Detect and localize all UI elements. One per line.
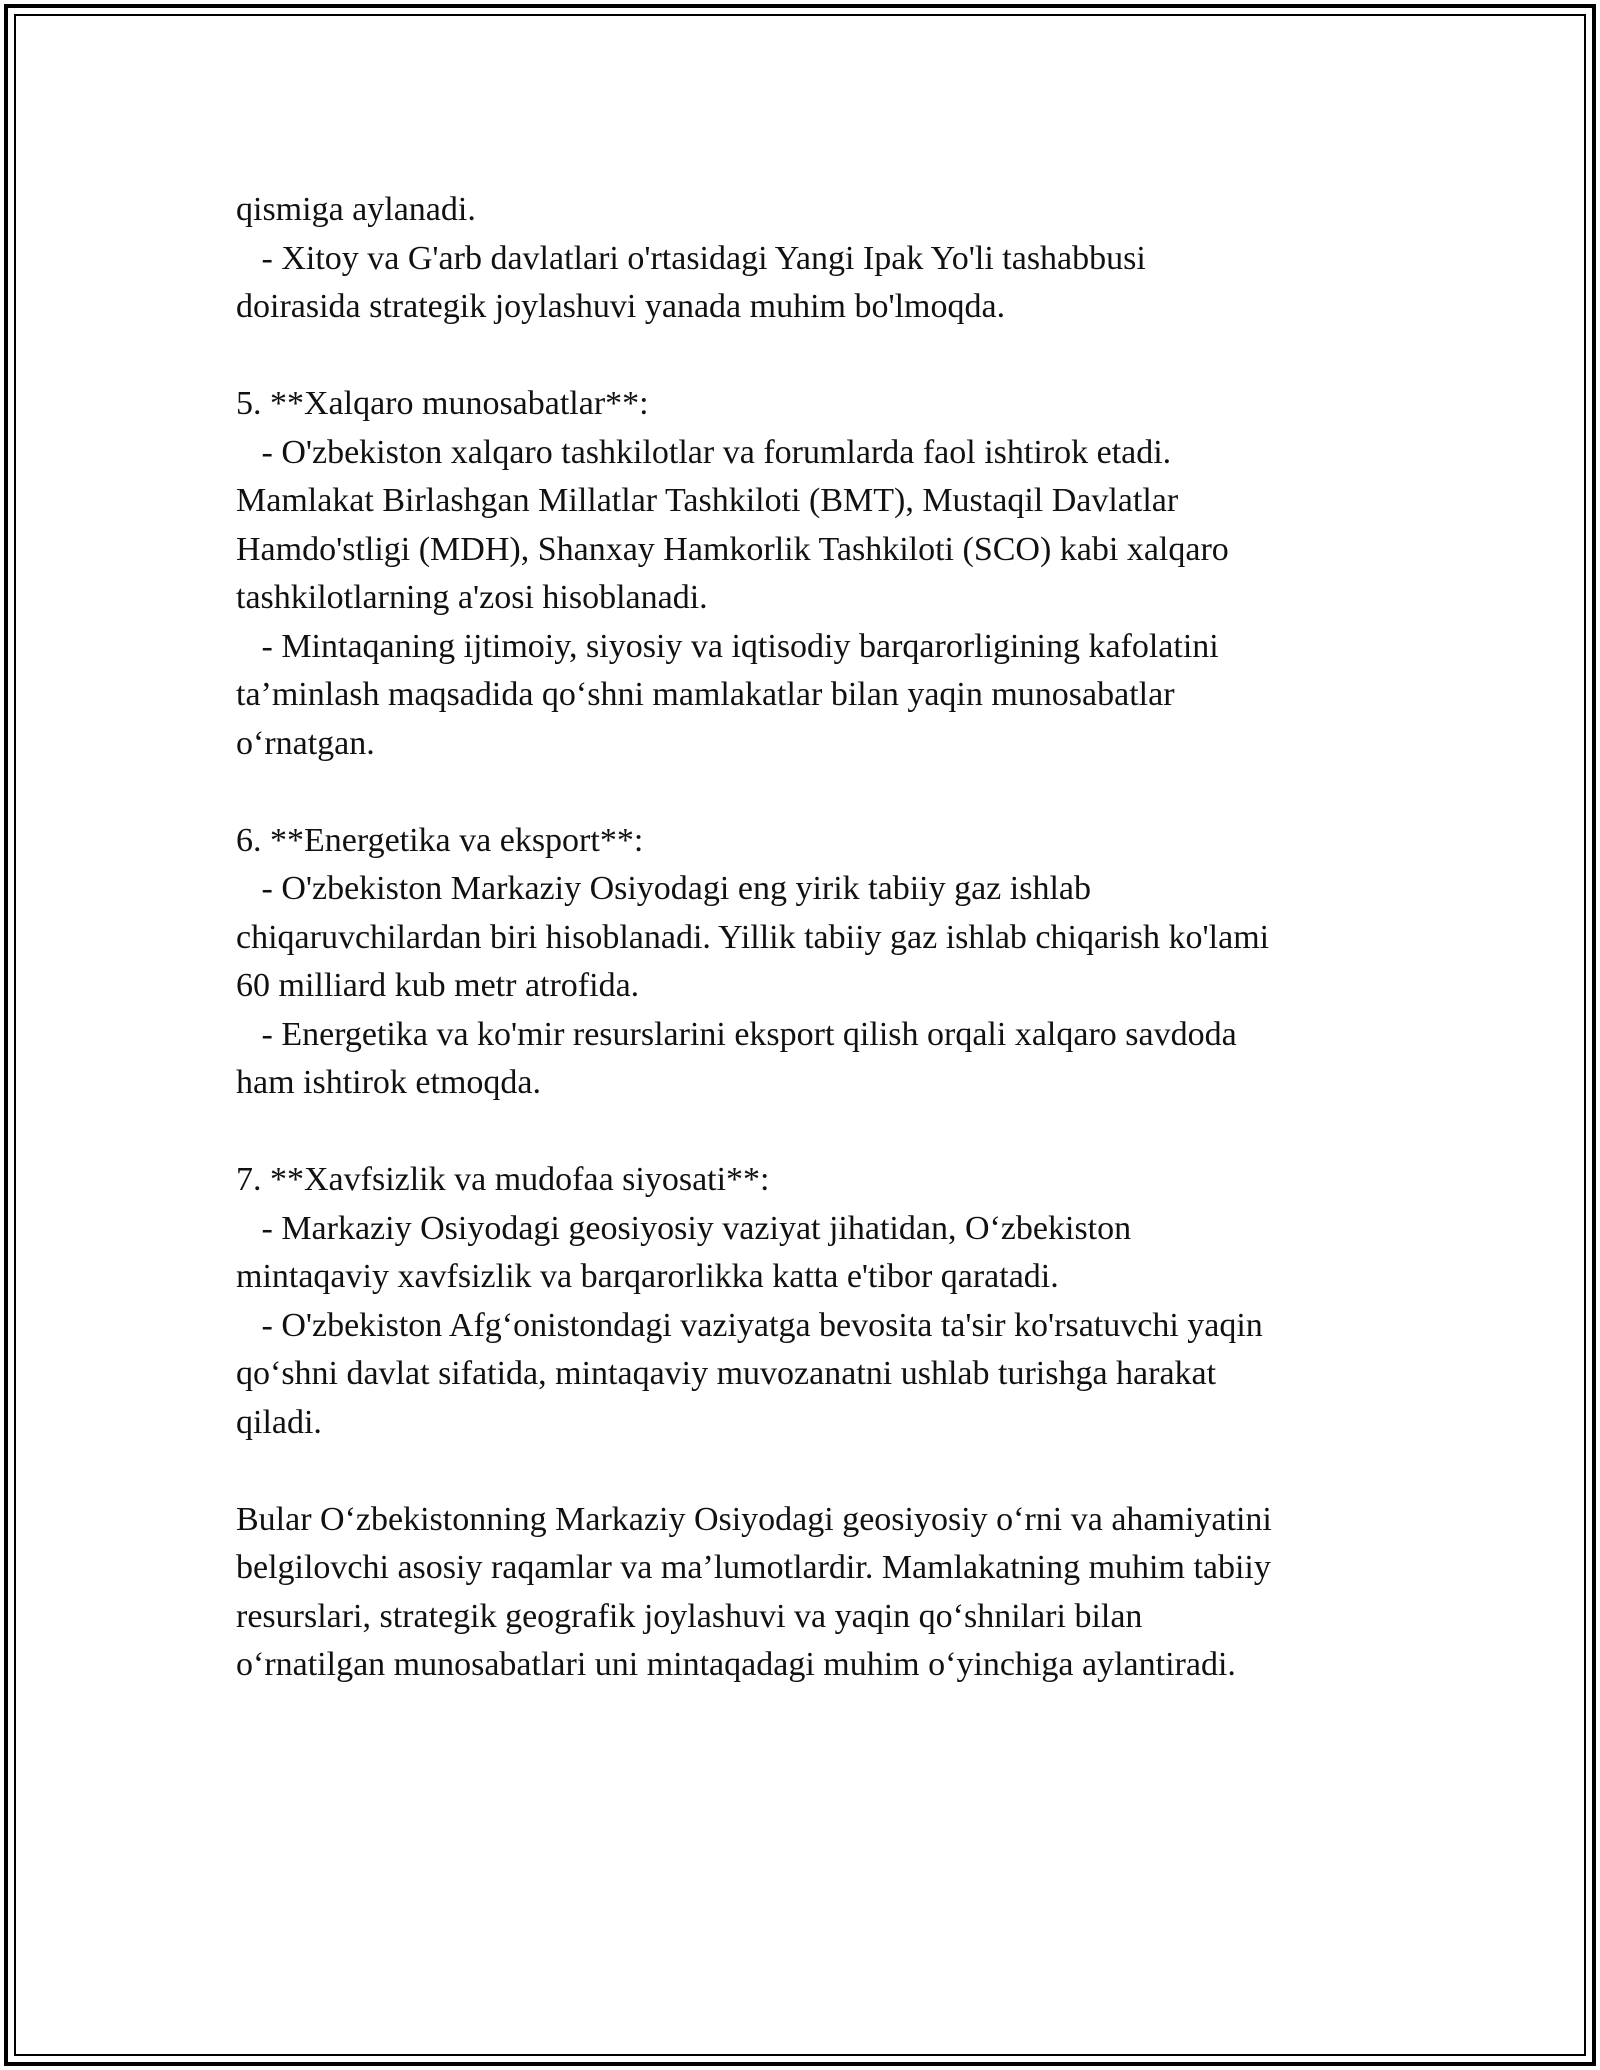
text-line: - Xitoy va G'arb davlatlari o'rtasidagi Yangi Ipak Yo'li tashabbusi [236,239,1146,277]
text-line: - Mintaqaning ijtimoiy, siyosiy va iqtisodiy barqarorligining kafolatini [236,627,1219,665]
section-heading: 5. **Xalqaro munosabatlar**: [236,385,649,422]
text-line: tashkilotlarning a'zosi hisoblanadi. [236,579,708,616]
text-line: - O'zbekiston xalqaro tashkilotlar va forumlarda faol ishtirok etadi. [236,433,1172,471]
text-line: - O'zbekiston Markaziy Osiyodagi eng yirik tabiiy gaz ishlab [236,870,1091,907]
paragraph-gap [236,1108,1376,1157]
text-line: 60 milliard kub metr atrofida. [236,967,640,1004]
paragraph-gap [236,332,1376,381]
paragraph-gap [236,1447,1376,1496]
text-line: qismiga aylanadi. [236,191,476,228]
conclusion-line: belgilovchi asosiy raqamlar va ma’lumotlardir. Mamlakatning muhim tabiiy [236,1549,1271,1586]
text-line: Mamlakat Birlashgan Millatlar Tashkiloti (BMT), Mustaqil Davlatlar [236,482,1179,519]
paragraph-gap [236,768,1376,817]
text-line: - O'zbekiston Afg‘onistondagi vaziyatga bevosita ta'sir ko'rsatuvchi yaqin [236,1306,1263,1344]
conclusion-line: o‘rnatilgan munosabatlari uni mintaqadagi muhim o‘yinchiga aylantiradi. [236,1646,1236,1683]
text-line: - Energetika va ko'mir resurslarini eksport qilish orqali xalqaro savdoda [236,1015,1237,1053]
text-line: qo‘shni davlat sifatida, mintaqaviy muvozanatni ushlab turishga harakat [236,1355,1217,1392]
text-line: doirasida strategik joylashuvi yanada muhim bo'lmoqda. [236,288,1006,325]
section-heading: 7. **Xavfsizlik va mudofaa siyosati**: [236,1161,770,1198]
conclusion-line: Bular O‘zbekistonning Markaziy Osiyodagi geosiyosiy o‘rni va ahamiyatini [236,1500,1272,1538]
section-heading: 6. **Energetika va eksport**: [236,821,644,859]
text-line: ta’minlash maqsadida qo‘shni mamlakatlar bilan yaqin munosabatlar [236,676,1175,713]
text-line: o‘rnatgan. [236,724,375,762]
text-line: chiqaruvchilardan biri hisoblanadi. Yillik tabiiy gaz ishlab chiqarish ko'lami [236,918,1270,956]
text-line: qiladi. [236,1403,322,1441]
text-line: - Markaziy Osiyodagi geosiyosiy vaziyat jihatidan, O‘zbekiston [236,1209,1132,1247]
text-line: ham ishtirok etmoqda. [236,1064,542,1101]
text-line: Hamdo'stligi (MDH), Shanxay Hamkorlik Tashkiloti (SCO) kabi xalqaro [236,530,1229,568]
conclusion-line: resurslari, strategik geografik joylashuvi va yaqin qo‘shnilari bilan [236,1597,1143,1635]
document-body [236,186,1376,1690]
text-line: mintaqaviy xavfsizlik va barqarorlikka katta e'tibor qaratadi. [236,1258,1059,1295]
